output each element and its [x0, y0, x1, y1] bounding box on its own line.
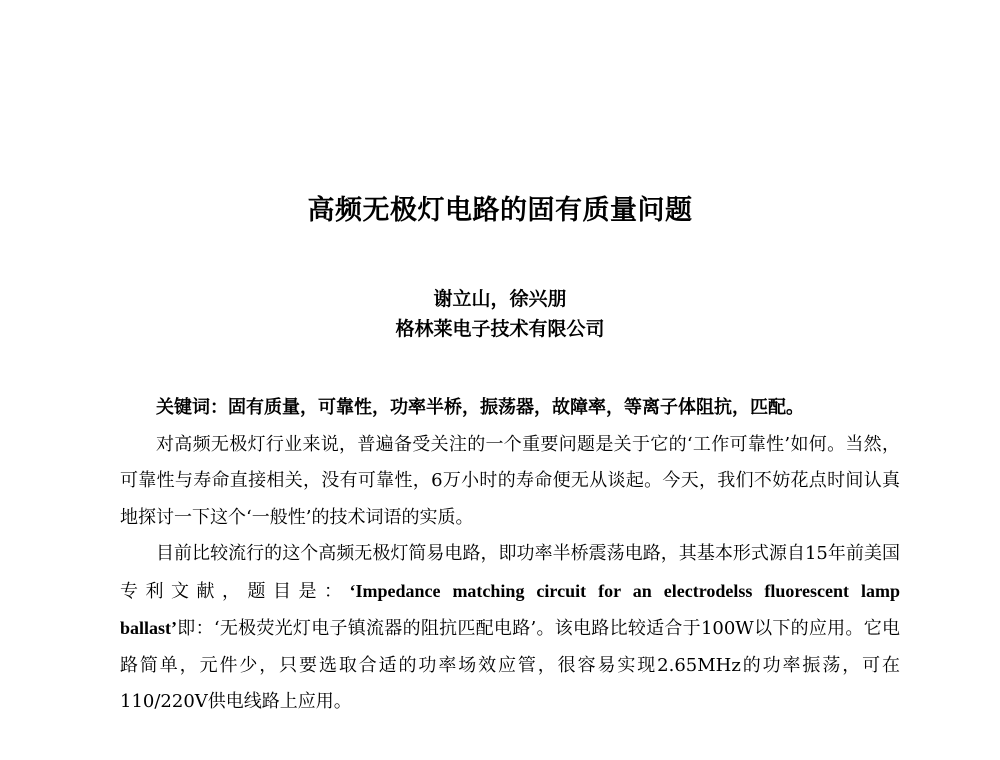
keywords-text: 固有质量，可靠性，功率半桥，振荡器，故障率，等离子体阻抗，匹配。 [228, 397, 804, 418]
paragraph-2-intro: 目前比较流行的这个高频无极灯简易电路，即功率半桥震荡电路，其基本形式源自15年前美国专利文献，题目是： [120, 543, 900, 602]
keywords-label: 关键词： [156, 397, 228, 418]
author-affiliation: 格林莱电子技术有限公司 [395, 318, 605, 340]
paragraph-2 [120, 536, 900, 721]
paragraph-1: 对高频无极灯行业来说，普遍备受关注的一个重要问题是关于它的‘工作可靠性’如何。当然，可靠性与寿命直接相关，没有可靠性，6万小时的寿命便无从谈起。今天，我们不妨花点时间认真地探讨一下这个‘一般性’的技术词语的实质。 [120, 433, 900, 528]
author-block [0, 284, 1000, 344]
paragraph-2-rest: 即：‘无极荧光灯电子镇流器的阻抗匹配电路’。该电路比较适合于100W以下的应用。它电路简单，元件少，只要选取合适的功率场效应管，很容易实现2.65MHz的功率振荡，可在110/220V供电线路上应用。 [120, 618, 900, 712]
author-names: 谢立山，徐兴朋 [433, 288, 567, 310]
paper-title: 高频无极灯电路的固有质量问题 [307, 195, 693, 226]
keywords-line [120, 390, 900, 427]
paper-body [120, 390, 900, 721]
patent-title: ‘Impedance matching circuit for an electrodelss fluorescent lamp ballast’ [120, 580, 901, 638]
